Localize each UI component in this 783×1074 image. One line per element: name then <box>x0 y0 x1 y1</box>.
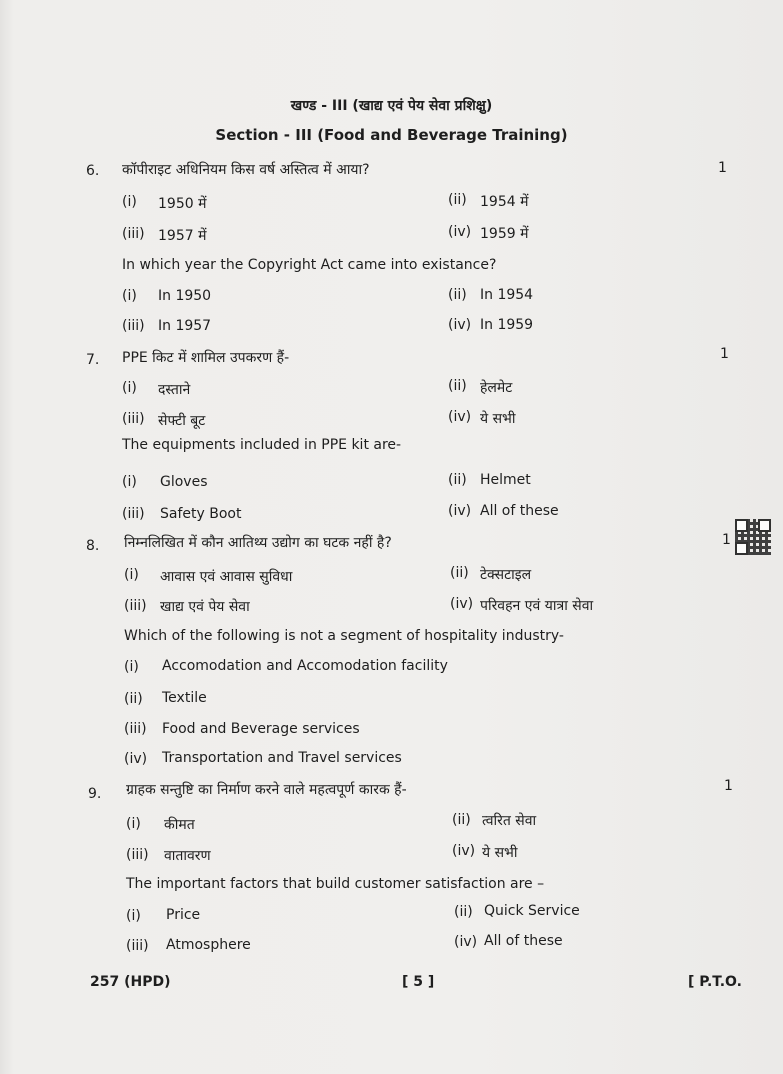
option-label: (iii) <box>126 847 149 863</box>
option-text: Quick Service <box>484 903 580 919</box>
page-number: [ 5 ] <box>402 974 435 990</box>
question-number: 7. <box>86 352 100 368</box>
option-text: ये सभी <box>480 411 516 427</box>
paper-code: 257 (HPD) <box>90 974 171 990</box>
option-label: (iii) <box>122 318 145 334</box>
option-text: Safety Boot <box>160 506 242 522</box>
option-label: (i) <box>126 816 141 832</box>
option-label: (ii) <box>452 812 471 828</box>
option-text: आवास एवं आवास सुविधा <box>160 569 293 585</box>
question-english: The equipments included in PPE kit are- <box>122 437 402 453</box>
option-label: (i) <box>122 474 137 490</box>
option-text: 1954 में <box>480 194 529 210</box>
question-english: The important factors that build customer satisfaction are – <box>126 876 545 892</box>
option-text: Atmosphere <box>166 937 251 953</box>
option-label: (iii) <box>124 598 147 614</box>
option-label: (i) <box>122 288 137 304</box>
option-label: (iv) <box>448 317 472 333</box>
question-hindi: कॉपीराइट अधिनियम किस वर्ष अस्तित्व में आया? <box>122 162 370 178</box>
option-label: (iii) <box>124 721 147 737</box>
option-label: (iii) <box>122 411 145 427</box>
option-label: (iv) <box>448 224 472 240</box>
option-label: (ii) <box>448 287 467 303</box>
question-english: In which year the Copyright Act came into existance? <box>122 257 497 273</box>
question-marks: 1 <box>724 778 733 794</box>
option-text: त्वरित सेवा <box>482 813 537 829</box>
option-text: All of these <box>484 933 563 949</box>
option-text: All of these <box>480 503 559 519</box>
option-label: (i) <box>122 380 137 396</box>
question-marks: 1 <box>718 160 727 176</box>
question-number: 6. <box>86 163 100 179</box>
option-text: 1950 में <box>158 196 207 212</box>
pto-label: [ P.T.O. <box>688 974 742 990</box>
option-text: Accomodation and Accomodation facility <box>162 658 448 674</box>
option-text: 1957 में <box>158 228 207 244</box>
question-english: Which of the following is not a segment of hospitality industry- <box>124 628 564 644</box>
option-label: (i) <box>124 659 139 675</box>
option-text: सेफ्टी बूट <box>158 413 206 429</box>
option-label: (ii) <box>448 192 467 208</box>
option-label: (iii) <box>126 938 149 954</box>
option-text: दस्ताने <box>158 382 191 398</box>
option-text: कीमत <box>164 817 195 833</box>
option-text: Price <box>166 907 201 923</box>
question-marks: 1 <box>720 346 729 362</box>
section-title-english: Section - III (Food and Beverage Training) <box>215 126 568 144</box>
option-text: Food and Beverage services <box>162 721 360 737</box>
option-label: (ii) <box>124 691 143 707</box>
option-label: (iii) <box>122 226 145 242</box>
option-text: 1959 में <box>480 226 529 242</box>
option-label: (iv) <box>452 843 476 859</box>
option-text: खाद्य एवं पेय सेवा <box>160 599 250 615</box>
option-text: हेलमेट <box>480 380 513 396</box>
option-text: Gloves <box>160 474 208 490</box>
option-label: (ii) <box>448 472 467 488</box>
option-text: In 1957 <box>158 318 212 334</box>
question-marks: 1 <box>722 532 731 548</box>
option-label: (i) <box>124 567 139 583</box>
option-text: Helmet <box>480 472 531 488</box>
option-label: (ii) <box>448 378 467 394</box>
option-text: वातावरण <box>164 848 211 864</box>
question-hindi: PPE किट में शामिल उपकरण हैं- <box>122 350 290 366</box>
question-number: 8. <box>86 538 100 554</box>
question-hindi: ग्राहक सन्तुष्टि का निर्माण करने वाले महत्वपूर्ण कारक हैं- <box>126 782 407 798</box>
option-label: (ii) <box>454 904 473 920</box>
question-number: 9. <box>88 786 102 802</box>
option-label: (iv) <box>124 751 148 767</box>
option-text: ये सभी <box>482 845 518 861</box>
qr-code-icon <box>735 519 771 555</box>
option-text: In 1959 <box>480 317 534 333</box>
option-label: (iv) <box>450 596 474 612</box>
option-label: (iv) <box>448 409 472 425</box>
option-label: (i) <box>122 194 137 210</box>
option-label: (i) <box>126 908 141 924</box>
option-label: (iii) <box>122 506 145 522</box>
option-text: In 1950 <box>158 288 212 304</box>
question-hindi: निम्नलिखित में कौन आतिथ्य उद्योग का घटक नहीं है? <box>124 535 392 551</box>
option-label: (iv) <box>454 934 478 950</box>
option-text: टेक्सटाइल <box>480 567 532 583</box>
option-text: परिवहन एवं यात्रा सेवा <box>480 598 594 614</box>
option-label: (iv) <box>448 503 472 519</box>
option-text: Textile <box>162 690 207 706</box>
section-title-hindi: खण्ड - III (खाद्य एवं पेय सेवा प्रशिक्षु) <box>290 98 493 114</box>
option-text: Transportation and Travel services <box>162 750 402 766</box>
option-label: (ii) <box>450 565 469 581</box>
option-text: In 1954 <box>480 287 534 303</box>
